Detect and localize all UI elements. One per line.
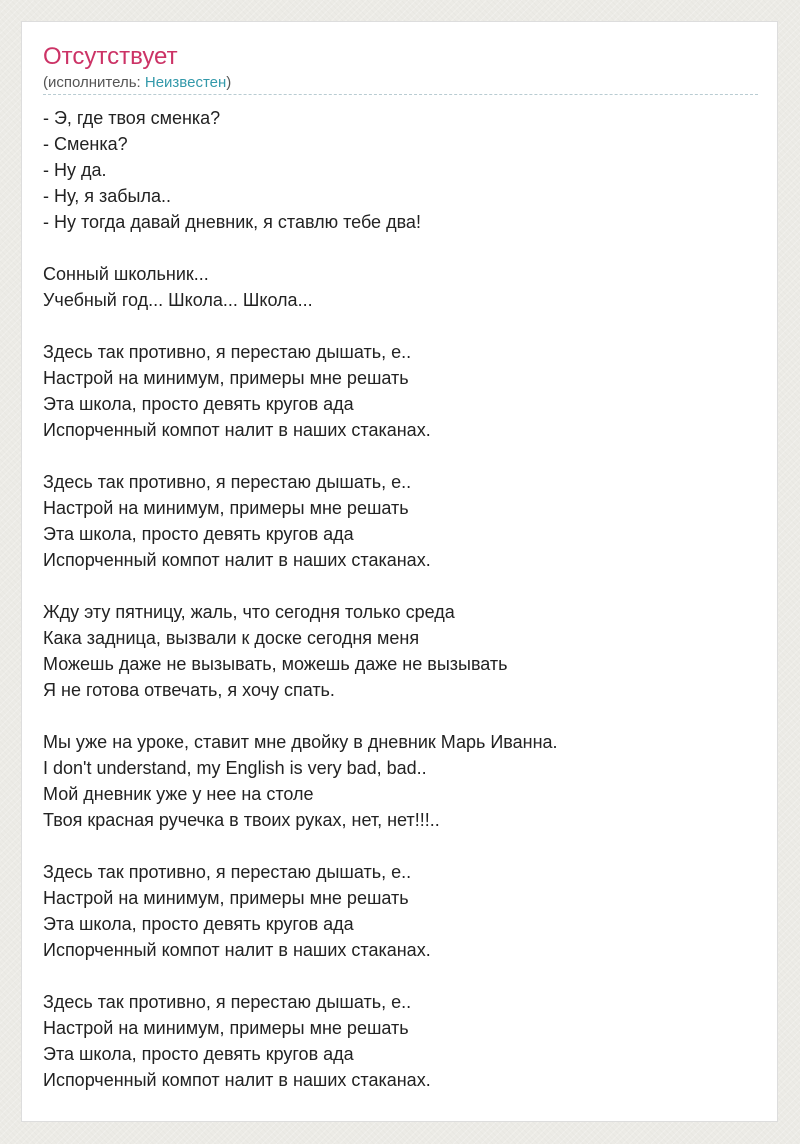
lyrics-stanza	[43, 599, 758, 703]
lyrics-line: Эта школа, просто девять кругов ада	[43, 394, 354, 414]
lyrics-line: Эта школа, просто девять кругов ада	[43, 914, 354, 934]
lyrics-line: Сонный школьник...	[43, 264, 209, 284]
lyrics-line: Твоя красная ручечка в твоих руках, нет, нет!!!..	[43, 810, 440, 830]
lyrics-line: Настрой на минимум, примеры мне решать	[43, 888, 409, 908]
lyrics-body	[43, 105, 758, 1119]
lyrics-line: Мой дневник уже у нее на столе	[43, 784, 314, 804]
lyrics-card	[21, 21, 778, 1122]
lyrics-line: Здесь так противно, я перестаю дышать, е..	[43, 992, 412, 1012]
lyrics-line: Здесь так противно, я перестаю дышать, е..	[43, 472, 412, 492]
artist-prefix: (исполнитель:	[43, 74, 145, 91]
lyrics-line: Испорченный компот налит в наших стаканах.	[43, 420, 431, 440]
lyrics-line: - Сменка?	[43, 134, 128, 154]
artist-suffix: )	[226, 74, 232, 91]
lyrics-line: Испорченный компот налит в наших стаканах.	[43, 940, 431, 960]
lyrics-line: - Ну тогда давай дневник, я ставлю тебе два!	[43, 212, 421, 232]
lyrics-line: Я не готова отвечать, я хочу спать.	[43, 680, 335, 700]
lyrics-line: - Ну да.	[43, 160, 107, 180]
lyrics-stanza	[43, 105, 758, 235]
lyrics-line: Мы уже на уроке, ставит мне двойку в дневник Марь Иванна.	[43, 732, 558, 752]
lyrics-line: Жду эту пятницу, жаль, что сегодня только среда	[43, 602, 455, 622]
lyrics-stanza	[43, 261, 758, 313]
lyrics-stanza	[43, 729, 758, 833]
lyrics-line: Учебный год... Школа... Школа...	[43, 290, 313, 310]
title-divider	[43, 94, 758, 95]
lyrics-line: Кака задница, вызвали к доске сегодня меня	[43, 628, 420, 648]
lyrics-line: - Э, где твоя сменка?	[43, 108, 221, 128]
lyrics-line: Здесь так противно, я перестаю дышать, е..	[43, 862, 412, 882]
lyrics-stanza	[43, 859, 758, 963]
artist-line	[43, 73, 231, 93]
lyrics-line: Настрой на минимум, примеры мне решать	[43, 1018, 409, 1038]
song-title: Отсутствует	[43, 43, 178, 70]
lyrics-line: Здесь так противно, я перестаю дышать, е..	[43, 342, 412, 362]
lyrics-line: Эта школа, просто девять кругов ада	[43, 524, 354, 544]
lyrics-line: Настрой на минимум, примеры мне решать	[43, 498, 409, 518]
lyrics-line: Настрой на минимум, примеры мне решать	[43, 368, 409, 388]
lyrics-line: - Ну, я забыла..	[43, 186, 171, 206]
lyrics-stanza	[43, 469, 758, 573]
lyrics-line: Эта школа, просто девять кругов ада	[43, 1044, 354, 1064]
lyrics-stanza	[43, 339, 758, 443]
artist-link[interactable]: Неизвестен	[144, 74, 227, 91]
lyrics-line: Можешь даже не вызывать, можешь даже не вызывать	[43, 654, 508, 674]
lyrics-stanza	[43, 989, 758, 1093]
lyrics-line: Испорченный компот налит в наших стаканах.	[43, 1070, 431, 1090]
lyrics-line: Испорченный компот налит в наших стаканах.	[43, 550, 431, 570]
lyrics-line: I don't understand, my English is very bad, bad..	[43, 758, 427, 778]
